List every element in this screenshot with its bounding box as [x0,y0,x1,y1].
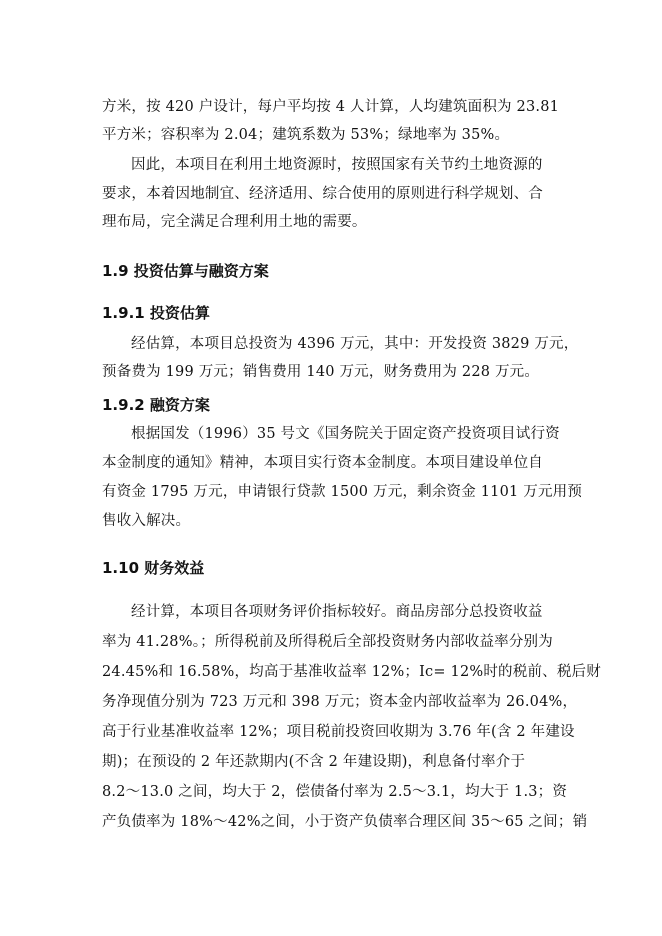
paragraph-line: 产负债率为 18%～42%之间，小于资产负债率合理区间 35～65 之间；销 [102,814,588,830]
paragraph-line: 高于行业基准收益率 12%；项目税前投资回收期为 3.76 年(含 2 年建设 [102,724,575,740]
paragraph-line: 预备费为 199 万元；销售费用 140 万元，财务费用为 228 万元。 [102,364,540,380]
paragraph-line: 方米，按 420 户设计，每户平均按 4 人计算，人均建筑面积为 23.81 [102,99,560,115]
section-heading-1-10: 1.10 财务效益 [102,559,205,577]
section-heading-1-9-2: 1.9.2 融资方案 [102,396,210,414]
paragraph-line: 率为 41.28%。；所得税前及所得税后全部投资财务内部收益率分别为 [102,634,553,650]
paragraph-line: 要求，本着因地制宜、经济适用、综合使用的原则进行科学规划、合 [102,186,543,202]
paragraph-line: 本金制度的通知》精神，本项目实行资本金制度。本项目建设单位自 [102,455,543,471]
paragraph-line: 有资金 1795 万元，申请银行贷款 1500 万元，剩余资金 1101 万元用预 [102,484,583,500]
section-heading-1-9-1: 1.9.1 投资估算 [102,304,210,322]
section-heading-1-9: 1.9 投资估算与融资方案 [102,262,269,280]
paragraph-line: 务净现值分别为 723 万元和 398 万元；资本金内部收益率为 26.04%， [102,694,578,710]
paragraph-line: 24.45%和 16.58%，均高于基准收益率 12%；Ic= 12%时的税前、税后财 [102,664,601,680]
paragraph-line: 根据国发（1996）35 号文《国务院关于固定资产投资项目试行资 [131,426,560,442]
paragraph-line: 8.2～13.0 之间，均大于 2，偿债备付率为 2.5～3.1，均大于 1.3；资 [102,784,568,800]
paragraph-line: 经计算，本项目各项财务评价指标较好。商品房部分总投资收益 [131,604,543,620]
paragraph-line: 因此，本项目在利用土地资源时，按照国家有关节约土地资源的 [131,157,543,173]
paragraph-line: 期)；在预设的 2 年还款期内(不含 2 年建设期)，利息备付率介于 [102,754,526,770]
paragraph-line: 平方米；容积率为 2.04；建筑系数为 53%；绿地率为 35%。 [102,127,510,143]
paragraph-line: 理布局，完全满足合理利用土地的需要。 [102,214,367,230]
paragraph-line: 经估算，本项目总投资为 4396 万元，其中：开发投资 3829 万元， [131,336,579,352]
paragraph-line: 售收入解决。 [102,513,191,529]
